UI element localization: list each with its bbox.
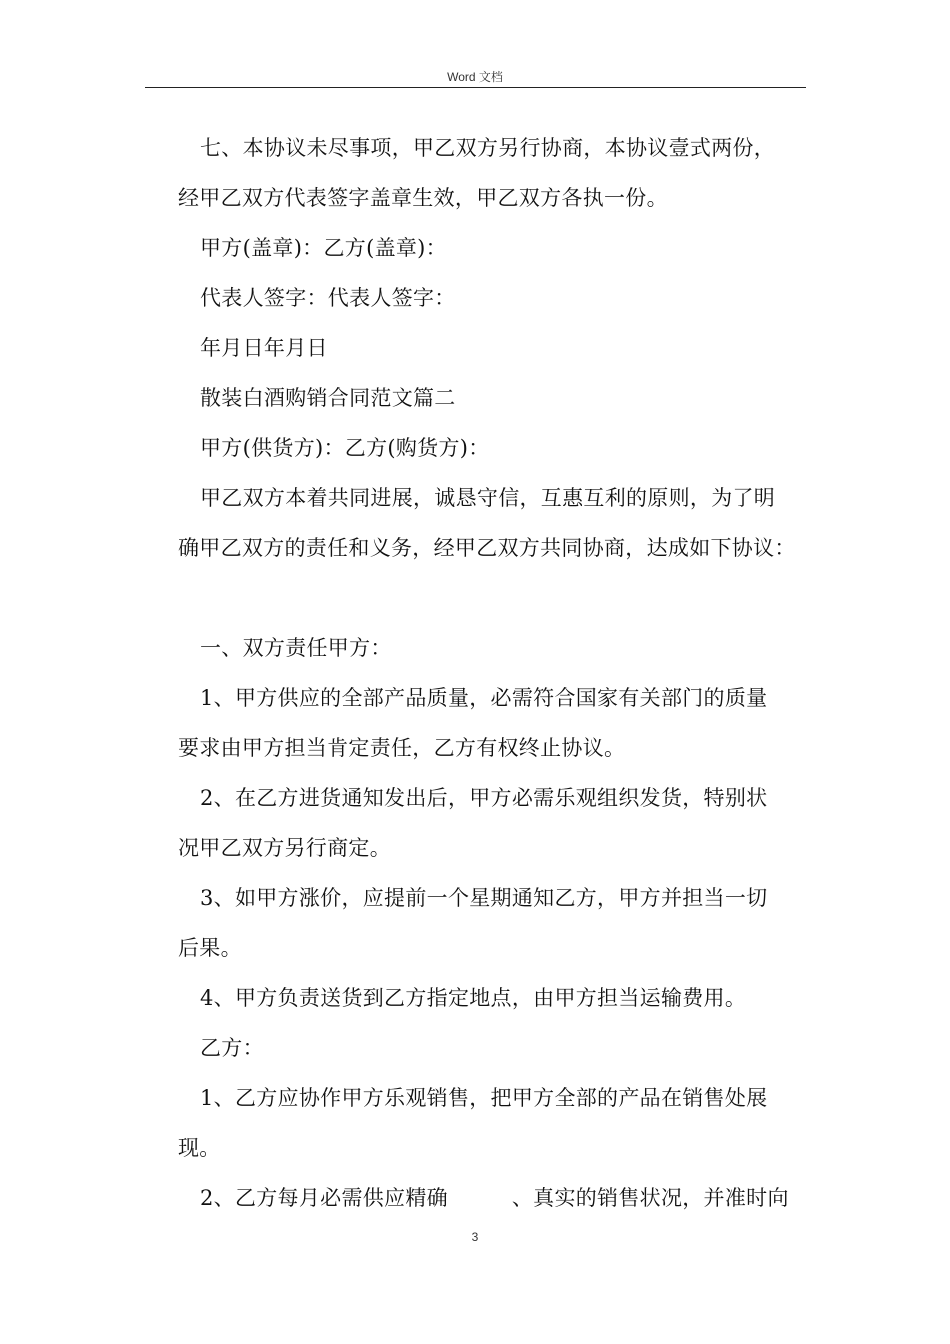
paragraph-line: 乙方： [200, 1036, 264, 1060]
paragraph-line: 后果。 [178, 936, 242, 960]
paragraph-line: 经甲乙双方代表签字盖章生效，甲乙双方各执一份。 [178, 186, 668, 210]
paragraph-line: 一、双方责任甲方： [200, 636, 392, 660]
paragraph-line: 况甲乙双方另行商定。 [178, 836, 391, 860]
paragraph-line: 现。 [178, 1136, 221, 1160]
paragraph-line: 甲乙双方本着共同进展，诚恳守信，互惠互利的原则，为了明 [200, 486, 776, 510]
paragraph-line: 甲方(供货方)：乙方(购货方)： [200, 436, 490, 460]
paragraph-line: 年月日年月日 [200, 336, 328, 360]
page-number: 3 [471, 1230, 479, 1244]
paragraph-line: 代表人签字：代表人签字： [200, 286, 456, 310]
paragraph-line: 确甲乙双方的责任和义务，经甲乙双方共同协商，达成如下协议： [178, 536, 796, 560]
paragraph-line: 1、甲方供应的全部产品质量，必需符合国家有关部门的质量 [200, 686, 768, 710]
paragraph-line: 要求由甲方担当肯定责任，乙方有权终止协议。 [178, 736, 626, 760]
paragraph-line: 2、在乙方进货通知发出后，甲方必需乐观组织发货，特别状 [200, 786, 768, 810]
paragraph-line: 1、乙方应协作甲方乐观销售，把甲方全部的产品在销售处展 [200, 1086, 768, 1110]
paragraph-line: 3、如甲方涨价，应提前一个星期通知乙方，甲方并担当一切 [200, 886, 768, 910]
paragraph-line: 七、本协议未尽事项，甲乙双方另行协商，本协议壹式两份， [200, 136, 776, 160]
paragraph-line: 2、乙方每月必需供应精确 、真实的销售状况，并准时向 [200, 1186, 789, 1210]
paragraph-line: 甲方(盖章)：乙方(盖章)： [200, 236, 447, 260]
paragraph-line: 4、甲方负责送货到乙方指定地点，由甲方担当运输费用。 [200, 986, 747, 1010]
page-header: Word 文档 [447, 70, 503, 84]
header-rule [145, 87, 806, 88]
section-heading: 散装白酒购销合同范文篇二 [200, 386, 456, 410]
